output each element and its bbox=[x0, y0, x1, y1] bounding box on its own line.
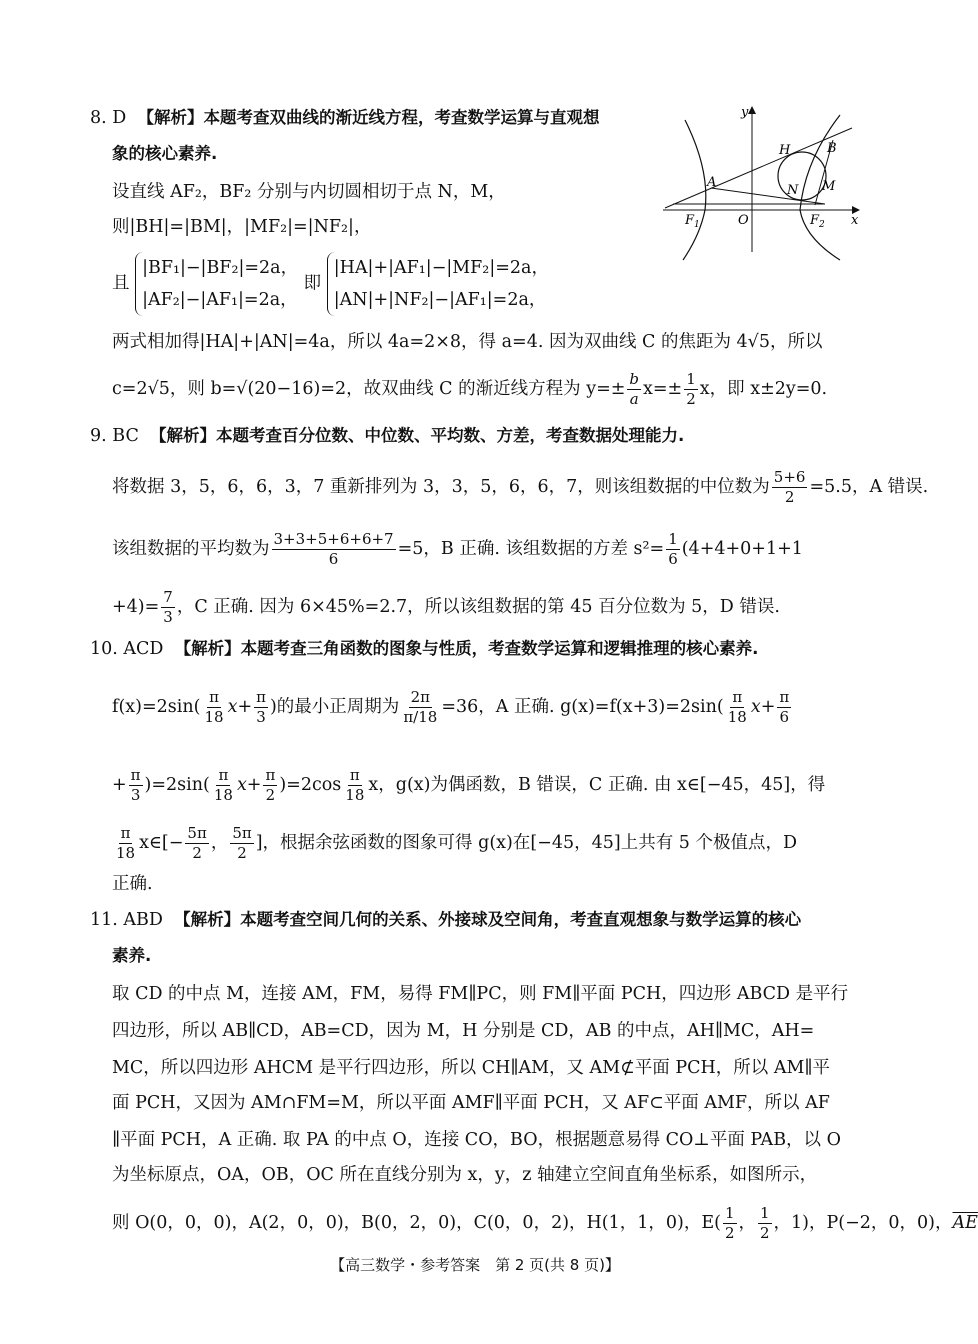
q10-line4: 正确. bbox=[112, 874, 153, 894]
q11-number: 11. ABD bbox=[90, 910, 163, 930]
line-f1-b bbox=[665, 128, 852, 208]
q10-number: 10. ACD bbox=[90, 639, 164, 659]
q8-header bbox=[90, 106, 599, 130]
label-h: H bbox=[779, 143, 791, 158]
label-b: B bbox=[827, 141, 837, 156]
q11-line1: 取 CD 的中点 M，连接 AM，FM，易得 FM∥PC，则 FM∥平面 PCH，四边形 ABCD 是平行 bbox=[112, 984, 849, 1004]
vector-ae: $\overline{AE}$ bbox=[952, 1213, 978, 1233]
q9-analysis-tag: 【解析】本题考查百分位数、中位数、平均数、方差，考查数据处理能力. bbox=[149, 426, 685, 445]
label-n: N bbox=[787, 183, 799, 198]
frac: $\frac{\pi}{18}$ bbox=[727, 688, 747, 726]
q9-header bbox=[90, 424, 684, 448]
frac: $\frac{\pi}{6}$ bbox=[779, 688, 790, 726]
hyperbola-left-branch bbox=[683, 120, 706, 260]
label-x: x bbox=[851, 213, 859, 228]
frac: $\frac{\pi}{3}$ bbox=[130, 766, 141, 804]
q8-systems bbox=[112, 252, 549, 316]
q10-line1: f(x)=2sin( $\frac{\pi}{18}$ x+ $\frac{\pi}{3}$ )的最小正周期为 $\frac{2\pi}{\pi/18}$ =36，A 正确. g(x)=f(x+3)=2sin( $\frac{\pi}{18}$ x+ $\frac{\pi}{6}$ bbox=[112, 688, 790, 726]
frac: $\frac{7}{3}$ bbox=[163, 588, 173, 626]
frac: $\frac{5\pi}{2}$ bbox=[187, 824, 207, 862]
q8-sys1-row2: |AF₂|−|AF₁|=2a， bbox=[142, 290, 298, 310]
line-a-f2 bbox=[711, 188, 825, 204]
hyperbola-figure bbox=[655, 100, 870, 260]
label-a: A bbox=[707, 175, 717, 190]
label-y: y bbox=[741, 105, 749, 120]
q8-system1 bbox=[135, 252, 298, 316]
frac: $\frac{3+3+5+6+6+7}{6}$ bbox=[273, 530, 394, 568]
q11-header bbox=[90, 908, 801, 932]
frac: $\frac{b}{a}$ bbox=[629, 370, 640, 408]
frac: $\frac{\pi}{18}$ bbox=[204, 688, 224, 726]
q9-line1: 将数据 3，5，6，6，3，7 重新排列为 3，3，5，6，6，7，则该组数据的中位数为 $\frac{5+6}{2}$ =5.5，A 错误. bbox=[112, 468, 929, 506]
frac: $\frac{1}{6}$ bbox=[668, 530, 678, 568]
q8-number: 8. D bbox=[90, 108, 127, 128]
q8-line1: 设直线 AF₂，BF₂ 分别与内切圆相切于点 N，M， bbox=[112, 182, 506, 202]
q9-line2: 该组数据的平均数为 $\frac{3+3+5+6+6+7}{6}$ =5，B 正确. 该组数据的方差 s²= $\frac{1}{6}$ (4+4+0+1+1 bbox=[112, 530, 803, 568]
q11-line3: MC，所以四边形 AHCM 是平行四边形，所以 CH∥AM，又 AM⊄平面 PCH，所以 AM∥平 bbox=[112, 1058, 830, 1078]
q8-line4: 两式相加得|HA|+|AN|=4a，所以 4a=2×8，得 a=4. 因为双曲线 C 的焦距为 4√5，所以 bbox=[112, 332, 823, 352]
q11-line7: 则 O(0，0，0)，A(2，0，0)，B(0，2，0)，C(0，0，2)，H(1，1，0)，E( $\frac{1}{2}$ ， $\frac{1}{2}$ ，1)，P(−2，0，0)，$\overline{AE}$ bbox=[112, 1204, 978, 1242]
label-o: O bbox=[738, 213, 749, 228]
q8-analysis-tag: 【解析】本题考查双曲线的渐近线方程，考查数学运算与直观想 bbox=[137, 108, 600, 127]
q10-line2: + $\frac{\pi}{3}$ )=2sin( $\frac{\pi}{18}$ x+ $\frac{\pi}{2}$ )=2cos $\frac{\pi}{18}$ x，g(x)为偶函数，B 错误，C 正确. 由 x∈[−45，45]，得 bbox=[112, 766, 826, 804]
q8-system2 bbox=[327, 252, 549, 316]
q11-tag-cont: 素养. bbox=[112, 946, 152, 965]
q8-line2: 则|BH|=|BM|，|MF₂|=|NF₂|， bbox=[112, 217, 372, 237]
q8-sys2-prefix: 即 bbox=[303, 273, 322, 294]
page-footer: 【高三数学・参考答案 第 2 页(共 8 页)】 bbox=[330, 1256, 620, 1274]
frac: $\frac{\pi}{2}$ bbox=[265, 766, 276, 804]
y-axis-arrow bbox=[748, 106, 756, 114]
q10-analysis-tag: 【解析】本题考查三角函数的图象与性质，考查数学运算和逻辑推理的核心素养. bbox=[174, 639, 759, 658]
q9-number: 9. BC bbox=[90, 426, 139, 446]
q11-analysis-tag: 【解析】本题考查空间几何的关系、外接球及空间角，考查直观想象与数学运算的核心 bbox=[174, 910, 802, 929]
frac: $\frac{\pi}{18}$ bbox=[116, 824, 136, 862]
q8-sys1-prefix: 且 bbox=[112, 273, 130, 294]
q8-sys1-row1: |BF₁|−|BF₂|=2a， bbox=[142, 258, 299, 278]
frac: $\frac{\pi}{3}$ bbox=[256, 688, 266, 726]
q11-line4: 面 PCH，又因为 AM∩FM=M，所以平面 AMF∥平面 PCH，又 AF⊂平面 AMF，所以 AF bbox=[112, 1093, 830, 1113]
frac: $\frac{1}{2}$ bbox=[760, 1204, 770, 1242]
q11-line6: 为坐标原点，OA，OB，OC 所在直线分别为 x，y，z 轴建立空间直角坐标系，如图所示， bbox=[112, 1165, 818, 1185]
q8-sys2-row2: |AN|+|NF₂|−|AF₁|=2a， bbox=[333, 290, 547, 310]
frac: $\frac{1}{2}$ bbox=[724, 1204, 735, 1242]
q10-line3: $\frac{\pi}{18}$ x∈[− $\frac{5\pi}{2}$ ， $\frac{5\pi}{2}$ ]，根据余弦函数的图象可得 g(x)在[−45，45]上共有 5 个极值点，D bbox=[116, 824, 797, 862]
frac: $\frac{\pi}{18}$ bbox=[213, 766, 233, 804]
q10-header bbox=[90, 637, 758, 661]
q8-line5: c=2√5，则 b=√(20−16)=2，故双曲线 C 的渐近线方程为 y=± $\frac{b}{a}$ x=± $\frac{1}{2}$ x，即 x±2y=0. bbox=[112, 370, 828, 408]
q8-sys2-row1: |HA|+|AF₁|−|MF₂|=2a， bbox=[333, 258, 549, 278]
q11-line5: ∥平面 PCH，A 正确. 取 PA 的中点 O，连接 CO，BO，根据题意易得 CO⊥平面 PAB，以 O bbox=[112, 1130, 841, 1150]
q8-tag-cont: 象的核心素养. bbox=[112, 144, 218, 163]
q9-line3: +4)= $\frac{7}{3}$ ，C 正确. 因为 6×45%=2.7，所以该组数据的第 45 百分位数为 5，D 错误. bbox=[112, 588, 780, 626]
frac: $\frac{\pi}{18}$ bbox=[345, 766, 365, 804]
frac: $\frac{5+6}{2}$ bbox=[773, 468, 806, 506]
frac: $\frac{1}{2}$ bbox=[686, 370, 696, 408]
frac: $\frac{5\pi}{2}$ bbox=[232, 824, 252, 862]
frac: $\frac{2\pi}{\pi/18}$ bbox=[403, 688, 438, 726]
label-m: M bbox=[822, 179, 836, 194]
label-f2: $F_2$ bbox=[810, 213, 825, 230]
q11-line2: 四边形，所以 AB∥CD，AB=CD，因为 M，H 分别是 CD，AB 的中点，AH∥MC，AH= bbox=[112, 1021, 815, 1041]
label-f1: $F_1$ bbox=[685, 213, 700, 230]
